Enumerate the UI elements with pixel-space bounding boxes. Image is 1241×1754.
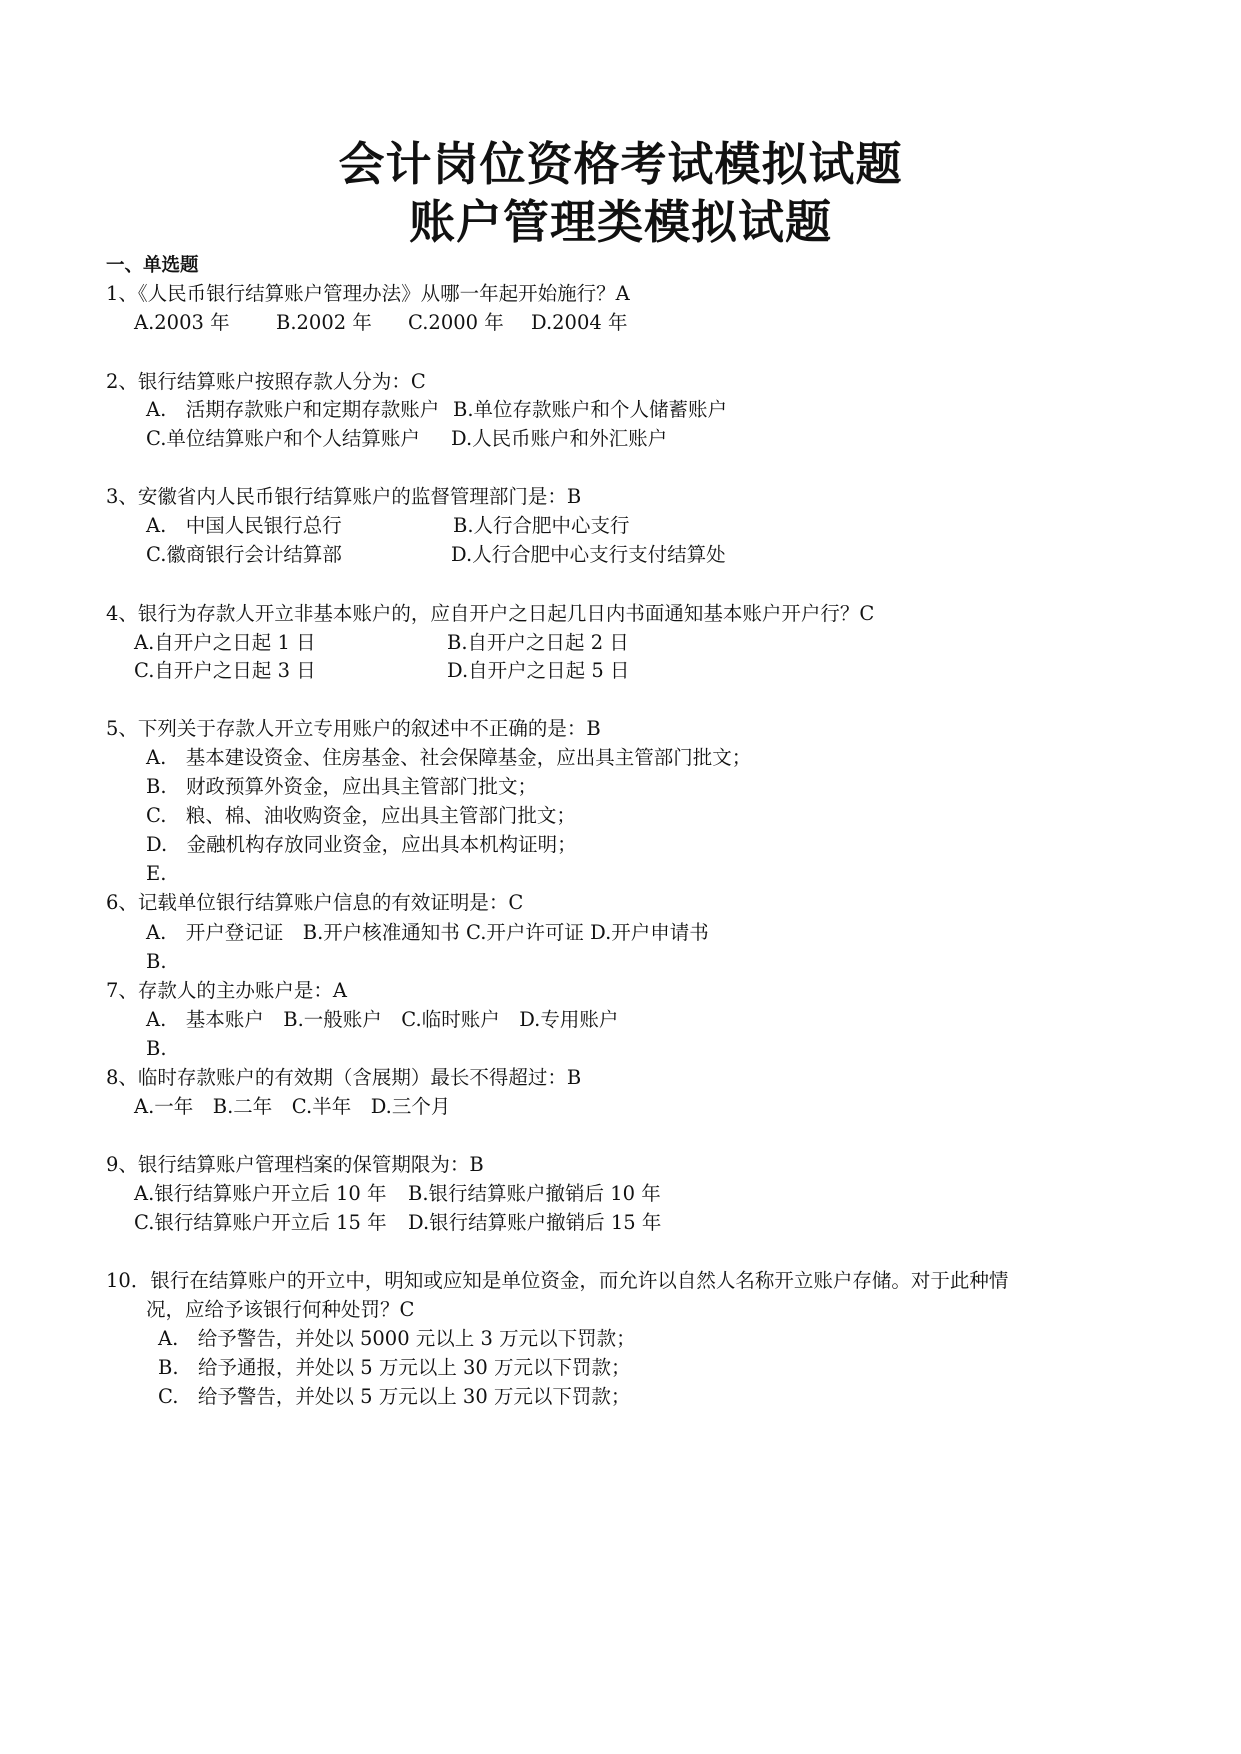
q3-option-c: C.徽商银行会计结算部 — [146, 543, 342, 566]
question-4: 4、银行为存款人开立非基本账户的，应自开户之日起几日内书面通知基本账户开户行？C — [106, 602, 875, 625]
q5-option-c: C. 粮、棉、油收购资金，应出具主管部门批文； — [146, 804, 576, 827]
question-8: 8、临时存款账户的有效期（含展期）最长不得超过：B — [106, 1066, 582, 1089]
question-1: 1、《人民币银行结算账户管理办法》从哪一年起开始施行？A — [106, 282, 630, 305]
q9-option-b: B.银行结算账户撤销后 10 年 — [408, 1182, 661, 1205]
q3-option-b: B.人行合肥中心支行 — [453, 514, 630, 537]
q10-option-b: B. 给予通报，并处以 5 万元以上 30 万元以下罚款； — [158, 1356, 631, 1379]
q10-option-a: A. 给予警告，并处以 5000 元以上 3 万元以下罚款； — [158, 1327, 636, 1350]
q5-option-e: E. — [146, 862, 167, 885]
q1-option-d: D.2004 年 — [531, 311, 628, 334]
q6-options: A. 开户登记证 B.开户核准通知书 C.开户许可证 D.开户申请书 — [146, 921, 709, 944]
q9-option-c: C.银行结算账户开立后 15 年 — [134, 1211, 387, 1234]
q4-option-d: D.自开户之日起 5 日 — [447, 659, 630, 682]
question-7: 7、存款人的主办账户是：A — [106, 979, 347, 1002]
q3-option-d: D.人行合肥中心支行支付结算处 — [451, 543, 726, 566]
q6-option-extra: B. — [146, 950, 167, 973]
q7-option-extra: B. — [146, 1037, 167, 1060]
q5-option-d: D. 金融机构存放同业资金，应出具本机构证明； — [146, 833, 577, 856]
q9-option-a: A.银行结算账户开立后 10 年 — [134, 1182, 387, 1205]
q1-option-b: B.2002 年 — [276, 311, 372, 334]
q2-option-c: C.单位结算账户和个人结算账户 — [146, 427, 420, 450]
q7-options: A. 基本账户 B.一般账户 C.临时账户 D.专用账户 — [146, 1008, 619, 1031]
section-heading: 一、单选题 — [106, 255, 199, 276]
q2-option-d: D.人民币账户和外汇账户 — [451, 427, 668, 450]
question-6: 6、记载单位银行结算账户信息的有效证明是：C — [106, 891, 524, 914]
q4-option-a: A.自开户之日起 1 日 — [134, 631, 316, 654]
page-subtitle: 账户管理类模拟试题 — [409, 195, 832, 249]
q3-option-a: A. 中国人民银行总行 — [146, 514, 342, 537]
q2-option-b: B.单位存款账户和个人储蓄账户 — [453, 398, 728, 421]
q10-option-c: C. 给予警告，并处以 5 万元以上 30 万元以下罚款； — [158, 1385, 631, 1408]
q2-option-a: A. 活期存款账户和定期存款账户 — [146, 398, 440, 421]
question-3: 3、安徽省内人民币银行结算账户的监督管理部门是：B — [106, 485, 582, 508]
page-title: 会计岗位资格考试模拟试题 — [338, 137, 903, 191]
q5-option-a: A. 基本建设资金、住房基金、社会保障基金，应出具主管部门批文； — [146, 746, 752, 769]
question-2: 2、银行结算账户按照存款人分为：C — [106, 370, 426, 393]
q1-option-a: A.2003 年 — [134, 311, 230, 334]
q4-option-c: C.自开户之日起 3 日 — [134, 659, 316, 682]
question-10: 10．银行在结算账户的开立中，明知或应知是单位资金，而允许以自然人名称开立账户存储。对于此种情 — [106, 1269, 1009, 1292]
q9-option-d: D.银行结算账户撤销后 15 年 — [408, 1211, 662, 1234]
question-10-continued: 况，应给予该银行何种处罚？C — [146, 1298, 415, 1321]
q8-options: A.一年 B.二年 C.半年 D.三个月 — [134, 1095, 451, 1118]
question-9: 9、银行结算账户管理档案的保管期限为：B — [106, 1153, 484, 1176]
q5-option-b: B. 财政预算外资金，应出具主管部门批文； — [146, 775, 538, 798]
q4-option-b: B.自开户之日起 2 日 — [447, 631, 629, 654]
q1-option-c: C.2000 年 — [408, 311, 504, 334]
question-5: 5、下列关于存款人开立专用账户的叙述中不正确的是：B — [106, 717, 601, 740]
